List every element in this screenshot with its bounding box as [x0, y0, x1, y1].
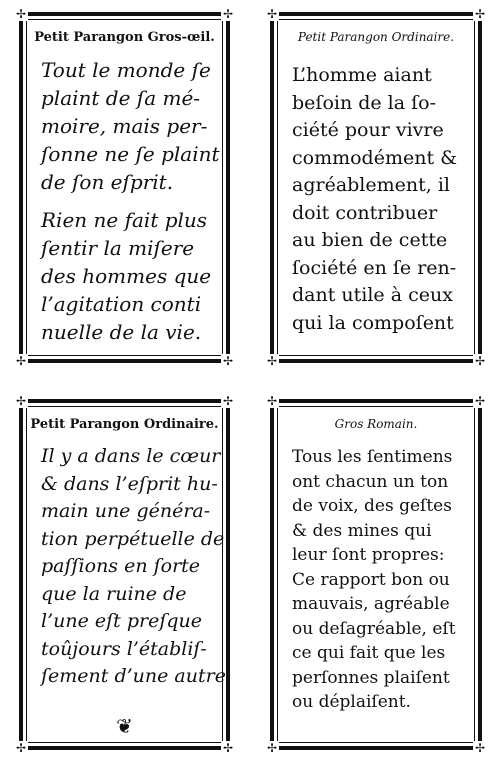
corner-ornament-icon: ✢: [266, 7, 278, 21]
paragraph: [41, 443, 226, 691]
corner-ornament-icon: ✢: [474, 741, 486, 755]
text-line: tion perpétuelle de: [41, 527, 225, 550]
text-line: ou déplaiſent.: [292, 692, 411, 712]
corner-ornament-icon: ✢: [266, 394, 278, 408]
text-line: que la ruine de: [41, 582, 187, 605]
text-line: moire, mais per-: [41, 114, 208, 138]
text-line: doit contribuer: [292, 201, 438, 224]
text-line: & des mines qui: [292, 520, 432, 541]
specimen-panel-gros-romain: [266, 394, 486, 755]
text-line: Ce rapport bon ou: [292, 569, 450, 590]
paragraph: [292, 445, 464, 715]
text-line: de voix, des geſtes: [292, 496, 452, 516]
text-line: ſement d’une autre: [41, 665, 226, 687]
text-line: de ſon eſprit.: [41, 170, 174, 194]
panel-heading: Gros Romain.: [334, 417, 418, 431]
text-line: Il y a dans le cœur: [41, 445, 221, 467]
text-line: main une généra-: [41, 500, 211, 522]
text-line: & dans l’eſprit hu-: [41, 472, 218, 495]
panel-body: [41, 56, 220, 356]
text-line: plaint de ſa mé-: [41, 86, 201, 110]
corner-ornament-icon: ✢: [474, 394, 486, 408]
panel-body: [41, 443, 226, 701]
panel-heading: Petit Parangon Gros-œil.: [34, 30, 215, 45]
text-line: Tous les ſentimens: [292, 447, 453, 467]
text-line: nuelle de la vie.: [41, 320, 202, 344]
text-line: ce qui fait que les: [292, 643, 446, 663]
paragraph: [41, 206, 212, 346]
corner-ornament-icon: ✢: [15, 354, 27, 368]
corner-ornament-icon: ✢: [222, 7, 234, 21]
text-line: qui la compoſent: [292, 311, 454, 334]
text-line: l’une eſt preſque: [41, 610, 202, 632]
text-line: des hommes que: [41, 264, 212, 288]
panel-heading: Petit Parangon Ordinaire.: [30, 417, 219, 432]
corner-ornament-icon: ✢: [15, 394, 27, 408]
panel-heading: Petit Parangon Ordinaire.: [297, 30, 455, 44]
text-line: ont chacun un ton: [292, 471, 449, 492]
corner-ornament-icon: ✢: [266, 741, 278, 755]
corner-ornament-icon: ✢: [474, 354, 486, 368]
text-line: perſonnes plaiſent: [292, 667, 450, 688]
text-line: ſentir la miſere: [41, 236, 195, 260]
fleuron-ornament-icon: ❦: [116, 714, 133, 738]
text-line: L’homme aiant: [292, 64, 432, 86]
text-line: ciété pour vivre: [292, 119, 444, 141]
text-line: Rien ne fait plus: [41, 208, 208, 232]
specimen-panel-petit-parangon-ordinaire-roman: [266, 7, 486, 368]
text-line: ou deſagréable, eſt: [292, 618, 456, 639]
corner-ornament-icon: ✢: [266, 354, 278, 368]
corner-ornament-icon: ✢: [222, 741, 234, 755]
corner-ornament-icon: ✢: [222, 394, 234, 408]
text-line: agréablement, il: [292, 174, 450, 196]
text-line: dant utile à ceux: [292, 284, 453, 306]
text-line: ſociété en ſe ren-: [292, 256, 457, 279]
corner-ornament-icon: ✢: [15, 741, 27, 755]
paragraph: [292, 62, 464, 337]
text-line: commodément &: [292, 146, 458, 169]
text-line: au bien de cette: [292, 229, 448, 251]
text-line: leur ſont propres:: [292, 545, 445, 565]
specimen-panel-petit-parangon-ordinaire-italic: [15, 394, 234, 755]
text-line: Tout le monde ſe: [41, 58, 211, 82]
text-line: l’agitation conti: [41, 292, 202, 316]
panel-body: [292, 62, 464, 347]
specimen-panel-petit-parangon-gros-oeil: [15, 7, 234, 368]
text-line: beſoin de la ſo-: [292, 91, 437, 114]
corner-ornament-icon: ✢: [222, 354, 234, 368]
text-line: mauvais, agréable: [292, 594, 450, 614]
corner-ornament-icon: ✢: [474, 7, 486, 21]
paragraph: [41, 56, 220, 196]
text-line: ſonne ne ſe plaint: [41, 142, 220, 166]
panel-body: [292, 445, 464, 725]
text-line: toûjours l’établiſ-: [41, 637, 207, 660]
text-line: paſſions en ſorte: [41, 555, 201, 577]
corner-ornament-icon: ✢: [15, 7, 27, 21]
